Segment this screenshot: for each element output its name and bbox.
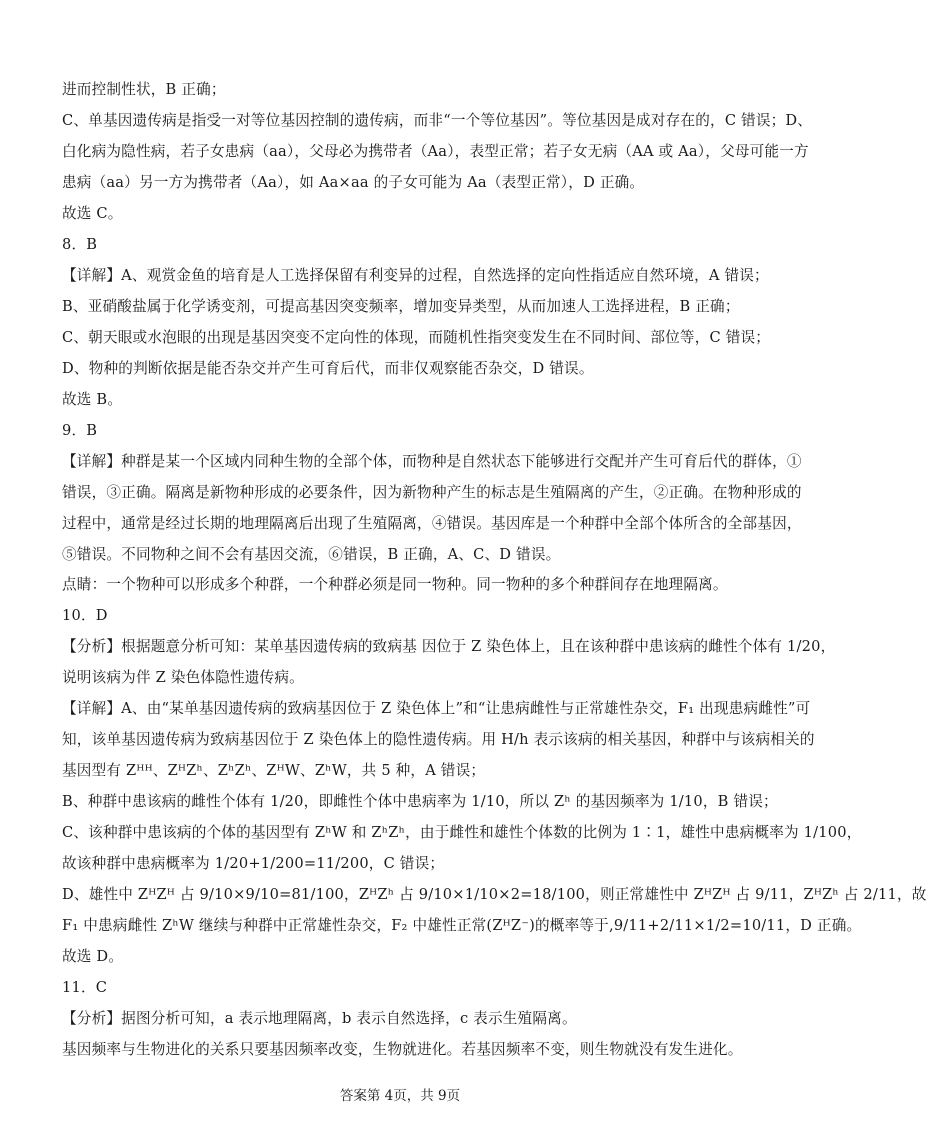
text-line: F₁ 中患病雌性 ZʰW 继续与种群中正常雄性杂交，F₂ 中雄性正常(ZᴴZ⁻)的概率等于,9/11+2/11×1/2=10/11，D 正确。 <box>62 917 862 934</box>
text-line: B、种群中患该病的雌性个体有 1/20，即雌性个体中患病率为 1/10，所以 Zʰ 的基因频率为 1/10，B 错误； <box>62 793 778 810</box>
text-line: ⑤错误。不同物种之间不会有基因交流，⑥错误，B 正确，A、C、D 错误。 <box>62 546 561 563</box>
text-line: 【分析】据图分析可知，a 表示地理隔离，b 表示自然选择，c 表示生殖隔离。 <box>62 1010 577 1027</box>
question-number: 9．B <box>62 422 98 439</box>
text-line: 故选 D。 <box>62 948 124 965</box>
text-line: D、物种的判断依据是能否杂交并产生可育后代，而非仅观察能否杂交，D 错误。 <box>62 360 594 377</box>
text-line: C、单基因遗传病是指受一对等位基因控制的遗传病，而非“一个等位基因”。等位基因是成对存在的，C 错误；D、 <box>62 112 813 129</box>
text-line: 点睛：一个物种可以形成多个种群，一个种群必须是同一物种。同一物种的多个种群间存在地理隔离。 <box>62 576 728 593</box>
text-line: 基因型有 Zᴴᴴ、ZᴴZʰ、ZʰZʰ、ZᴴW、ZʰW，共 5 种，A 错误； <box>62 762 486 779</box>
question-number: 10．D <box>62 607 108 624</box>
text-line: 患病（aa）另一方为携带者（Aa），如 Aa×aa 的子女可能为 Aa（表型正常），D 正确。 <box>62 174 645 191</box>
text-line: 【详解】A、由“某单基因遗传病的致病基因位于 Z 染色体上”和“让患病雌性与正常雄性杂交，F₁ 出现患病雌性”可 <box>62 700 811 717</box>
text-line: 白化病为隐性病，若子女患病（aa），父母必为携带者（Aa），表型正常；若子女无病（AA 或 Aa），父母可能一方 <box>62 143 809 160</box>
text-line: D、雄性中 ZᴴZᴴ 占 9/10×9/10=81/100，ZᴴZʰ 占 9/10×1/10×2=18/100，则正常雄性中 ZᴴZᴴ 占 9/11，ZᴴZʰ 占 2/11，故 <box>62 886 927 903</box>
text-line: 基因频率与生物进化的关系只要基因频率改变，生物就进化。若基因频率不变，则生物就没有发生进化。 <box>62 1041 743 1058</box>
text-line: 【分析】根据题意分析可知：某单基因遗传病的致病基 因位于 Z 染色体上，且在该种群中患该病的雌性个体有 1/20， <box>62 638 836 655</box>
text-line: 【详解】A、观赏金鱼的培育是人工选择保留有利变异的过程，自然选择的定向性指适应自然环境，A 错误； <box>62 267 769 284</box>
text-line: 进而控制性状，B 正确； <box>62 81 226 98</box>
text-line: C、朝天眼或水泡眼的出现是基因突变不定向性的体现，而随机性指突变发生在不同时间、部位等，C 错误； <box>62 329 771 346</box>
text-line: 过程中，通常是经过长期的地理隔离后出现了生殖隔离，④错误。基因库是一个种群中全部个体所含的全部基因， <box>62 515 802 532</box>
text-line: 故该种群中患病概率为 1/20+1/200=11/200，C 错误； <box>62 855 445 872</box>
question-number: 8．B <box>62 236 98 253</box>
text-line: B、亚硝酸盐属于化学诱变剂，可提高基因突变频率，增加变异类型，从而加速人工选择进程，B 正确； <box>62 298 740 315</box>
text-line: 说明该病为伴 Z 染色体隐性遗传病。 <box>62 669 304 686</box>
text-line: 知，该单基因遗传病为致病基因位于 Z 染色体上的隐性遗传病。用 H/h 表示该病的相关基因，种群中与该病相关的 <box>62 731 815 748</box>
page-footer: 答案第 4页，共 9页 <box>339 1088 461 1104</box>
text-line: C、该种群中患该病的个体的基因型有 ZʰW 和 ZʰZʰ，由于雌性和雄性个体数的比例为 1∶1，雄性中患病概率为 1/100， <box>62 824 862 841</box>
text-line: 错误，③正确。隔离是新物种形成的必要条件，因为新物种产生的标志是生殖隔离的产生，②正确。在物种形成的 <box>62 484 802 501</box>
question-number: 11．C <box>62 979 108 996</box>
text-line: 故选 C。 <box>62 205 123 222</box>
text-line: 故选 B。 <box>62 391 123 408</box>
text-line: 【详解】种群是某一个区域内同种生物的全部个体，而物种是自然状态下能够进行交配并产生可育后代的群体，① <box>62 453 802 470</box>
